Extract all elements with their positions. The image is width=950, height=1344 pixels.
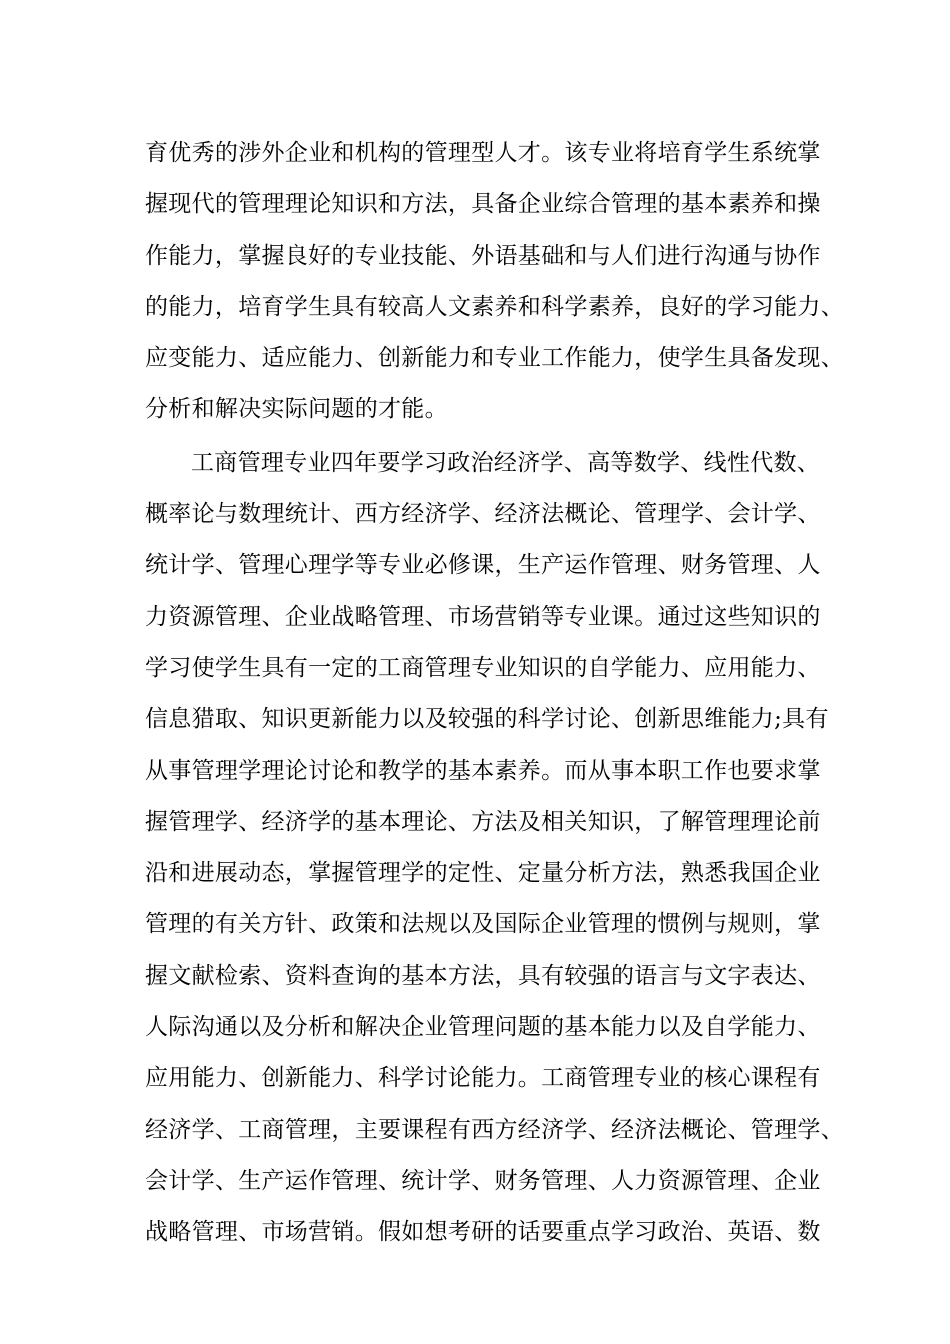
paragraph-line: 握文献检索、资料查询的基本方法，具有较强的语言与文字表达、 <box>145 962 821 989</box>
paragraph-line: 统计学、管理心理学等专业必修课，生产运作管理、财务管理、人 <box>145 552 821 579</box>
paragraph-line: 会计学、生产运作管理、统计学、财务管理、人力资源管理、企业 <box>145 1167 821 1194</box>
paragraph-line: 的能力，培育学生具有较高人文素养和科学素养，良好的学习能力、 <box>145 293 844 320</box>
paragraph-line: 握管理学、经济学的基本理论、方法及相关知识，了解管理理论前 <box>145 808 821 835</box>
paragraph-line: 育优秀的涉外企业和机构的管理型人才。该专业将培育学生系统掌 <box>145 140 821 166</box>
paragraph-line: 作能力，掌握良好的专业技能、外语基础和与人们进行沟通与协作 <box>145 242 821 269</box>
paragraph-line: 应变能力、适应能力、创新能力和专业工作能力，使学生具备发现、 <box>145 345 844 372</box>
paragraph-line: 信息猎取、知识更新能力以及较强的科学讨论、创新思维能力;具有 <box>145 706 829 733</box>
document-body <box>145 128 844 1259</box>
paragraph-line: 人际沟通以及分析和解决企业管理问题的基本能力以及自学能力、 <box>145 1014 821 1041</box>
paragraph-line: 学习使学生具有一定的工商管理专业知识的自学能力、应用能力、 <box>145 654 821 681</box>
paragraph-line: 管理的有关方针、政策和法规以及国际企业管理的惯例与规则，掌 <box>145 911 821 938</box>
paragraph-line: 战略管理、市场营销。假如想考研的话要重点学习政治、英语、数 <box>145 1219 821 1246</box>
paragraph-line: 经济学、工商管理，主要课程有西方经济学、经济法概论、管理学、 <box>145 1116 844 1143</box>
paragraph-2 <box>145 438 844 1259</box>
paragraph-line: 力资源管理、企业战略管理、市场营销等专业课。通过这些知识的 <box>145 603 821 630</box>
paragraph-line: 应用能力、创新能力、科学讨论能力。工商管理专业的核心课程有 <box>145 1065 821 1092</box>
paragraph-line: 概率论与数理统计、西方经济学、经济法概论、管理学、会计学、 <box>145 501 821 528</box>
paragraph-line: 沿和进展动态，掌握管理学的定性、定量分析方法，熟悉我国企业 <box>145 860 821 887</box>
paragraph-line: 握现代的管理理论知识和方法，具备企业综合管理的基本素养和操 <box>145 191 821 218</box>
paragraph-line: 从事管理学理论讨论和教学的基本素养。而从事本职工作也要求掌 <box>145 757 821 784</box>
paragraph-line: 分析和解决实际问题的才能。 <box>145 396 448 423</box>
paragraph-line: 工商管理专业四年要学习政治经济学、高等数学、线性代数、 <box>191 449 821 476</box>
paragraph-1 <box>145 128 844 436</box>
